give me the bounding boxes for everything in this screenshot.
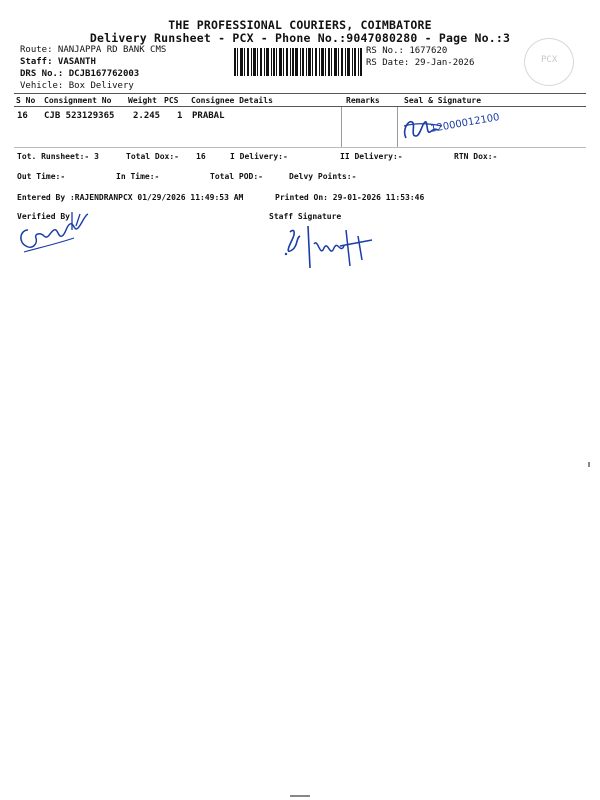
first-delivery: I Delivery:- — [230, 152, 288, 161]
total-dox-label: Total Dox:- — [126, 152, 179, 161]
col-sno: S No — [16, 96, 36, 105]
scan-mark — [588, 462, 590, 467]
row-sno: 16 — [17, 111, 28, 121]
out-time: Out Time:- — [17, 172, 66, 181]
table-top-rule — [14, 93, 586, 94]
table-bottom-rule — [14, 147, 586, 148]
col-weight: Weight — [128, 96, 157, 105]
staff-signature — [280, 218, 380, 274]
row-signature-number: 12000012100 — [429, 112, 501, 135]
total-dox-value: 16 — [196, 152, 206, 161]
rs-date: RS Date: 29-Jan-2026 — [366, 58, 475, 68]
row-signature-handwriting — [398, 110, 528, 150]
row-weight: 2.245 — [133, 111, 161, 121]
row-consignee: PRABAL — [192, 111, 225, 121]
row-consignment: CJB 523129365 — [44, 111, 115, 121]
table-header-rule — [14, 106, 586, 107]
barcode-image — [234, 48, 362, 76]
total-pod: Total POD:- — [210, 172, 263, 181]
second-delivery: II Delivery:- — [340, 152, 403, 161]
runsheet-title: Delivery Runsheet - PCX - Phone No.:9047080280 - Page No.:3 — [89, 31, 511, 45]
remarks-divider — [341, 107, 342, 147]
scan-mark — [290, 795, 310, 797]
col-consignee: Consignee Details — [191, 96, 273, 105]
row-pcs: 1 — [177, 111, 183, 121]
rtn-dox: RTN Dox:- — [454, 152, 498, 161]
drs-number: DRS No.: DCJB167762003 — [20, 69, 140, 79]
col-seal-signature: Seal & Signature — [404, 96, 482, 105]
staff-label: Staff: VASANTH — [20, 57, 96, 67]
company-name: THE PROFESSIONAL COURIERS, COIMBATORE — [168, 18, 432, 32]
printed-on: Printed On: 29-01-2026 11:53:46 — [275, 193, 425, 202]
total-runsheet: Tot. Runsheet:- 3 — [17, 152, 99, 161]
delivery-points: Delvy Points:- — [289, 172, 357, 181]
verified-by-signature — [14, 208, 104, 260]
rs-number: RS No.: 1677620 — [366, 46, 448, 56]
route-label: Route: NANJAPPA RD BANK CMS — [20, 45, 167, 55]
col-consignment: Consignment No — [44, 96, 112, 105]
verified-by-label: Verified By — [17, 212, 70, 221]
col-remarks: Remarks — [346, 96, 380, 105]
vehicle-label: Vehicle: Box Delivery — [20, 81, 134, 91]
staff-signature-label: Staff Signature — [269, 212, 342, 221]
entered-by: Entered By :RAJENDRANPCX 01/29/2026 11:49:53 AM — [17, 193, 244, 202]
col-pcs: PCS — [164, 96, 179, 105]
in-time: In Time:- — [116, 172, 160, 181]
